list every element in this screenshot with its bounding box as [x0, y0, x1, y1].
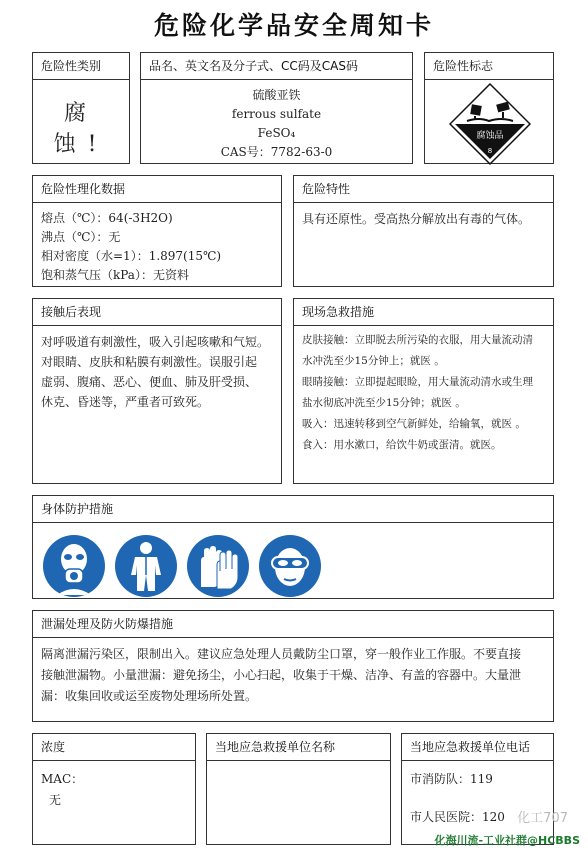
exposure-line: 对眼睛、皮肤和粘膜有刺激性。误服引起	[41, 355, 258, 369]
vapor-pressure: 饱和蒸气压（kPa）：无资料	[41, 268, 189, 282]
exposure-box	[32, 298, 282, 484]
first-aid-header: 现场急救措施	[294, 299, 553, 326]
concentration-box	[32, 733, 196, 845]
spill-box	[32, 610, 554, 722]
exposure-line: 对呼吸道有刺激性，吸入引起咳嗽和气短。	[41, 335, 270, 349]
mac-label: MAC：	[41, 772, 84, 786]
watermark-logo: 化工707	[517, 811, 568, 826]
concentration-header: 浓度	[33, 734, 195, 761]
exposure-line: 休克、昏迷等，严重者可致死。	[41, 395, 210, 409]
fire-phone: 市消防队：119	[410, 772, 493, 786]
rescue-phone-header: 当地应急救援单位电话	[402, 734, 553, 761]
first-aid-line: 水冲洗至少15分钟上；就医 。	[302, 355, 445, 367]
mac-value: 无	[49, 793, 62, 807]
rescue-unit-box	[206, 733, 391, 845]
spill-header: 泄漏处理及防火防爆措施	[33, 611, 553, 638]
first-aid-line: 皮肤接触：立即脱去所污染的衣服，用大量流动清	[302, 334, 533, 346]
boiling-point: 沸点（℃）：无	[41, 230, 121, 244]
molecular-formula: FeSO₄	[257, 126, 296, 140]
rescue-phone-box	[401, 733, 554, 845]
hazard-class-box	[32, 52, 130, 164]
exposure-line: 虚弱、腹痛、恶心、便血、肺及肝受损、	[41, 375, 258, 389]
hazard-properties-text: 具有还原性。受高热分解放出有毒的气体。	[302, 212, 531, 226]
first-aid-line: 食入：用水漱口，给饮牛奶或蛋清。就医。	[302, 439, 502, 451]
hazard-properties-header: 危险特性	[294, 176, 553, 203]
identity-header: 品名、英文名及分子式、CC码及CAS码	[141, 53, 412, 80]
first-aid-box	[293, 298, 554, 484]
first-aid-line: 盐水彻底冲洗至少15分钟；就医 。	[302, 397, 466, 409]
chemical-name-cn: 硫酸亚铁	[252, 88, 301, 102]
cas-number: CAS号：7782-63-0	[220, 145, 333, 159]
corrosive-symbol-icon	[449, 83, 531, 165]
hazard-symbol-box	[424, 52, 554, 164]
physchem-box	[32, 175, 282, 287]
watermark-text: 化海川流-工业社群@HCBBS	[434, 834, 580, 847]
hazard-class-value: 腐 蚀!	[53, 101, 109, 157]
exposure-header: 接触后表现	[33, 299, 281, 326]
protection-header: 身体防护措施	[33, 496, 553, 523]
goggles-icon	[259, 535, 321, 597]
first-aid-line: 吸入：迅速转移到空气新鲜处，给输氧，就医 。	[302, 418, 526, 430]
protective-suit-icon	[115, 535, 177, 597]
relative-density: 相对密度（水=1）：1.897(15℃)	[41, 249, 222, 263]
protection-box	[32, 495, 554, 599]
hazard-symbol-header: 危险性标志	[425, 53, 553, 80]
symbol-number: 8	[487, 147, 493, 155]
spill-line: 接触泄漏物。小量泄漏：避免扬尘，小心扫起，收集于干燥、洁净、有盖的容器中。大量泄	[41, 668, 522, 682]
hazard-properties-box	[293, 175, 554, 287]
spill-line: 漏：收集回收或运至废物处理场所处置。	[41, 689, 258, 703]
respirator-icon	[43, 535, 105, 597]
hospital-phone: 市人民医院：120	[410, 810, 505, 824]
rescue-unit-header: 当地应急救援单位名称	[207, 734, 390, 761]
chemical-name-en: ferrous sulfate	[231, 107, 322, 121]
hazard-class-header: 危险性类别	[33, 53, 129, 80]
physchem-header: 危险性理化数据	[33, 176, 281, 203]
page-title: 危险化学品安全周知卡	[153, 11, 434, 40]
gloves-icon	[187, 535, 249, 597]
identity-box	[140, 52, 413, 164]
symbol-label: 腐蚀品	[476, 131, 504, 141]
spill-line: 隔离泄漏污染区，限制出入。建议应急处理人员戴防尘口罩，穿一般作业工作服。不要直接	[41, 647, 522, 661]
melting-point: 熔点（℃）：64(-3H2O)	[41, 211, 173, 225]
first-aid-line: 眼睛接触：立即提起眼睑，用大量流动清水或生理	[302, 376, 533, 388]
